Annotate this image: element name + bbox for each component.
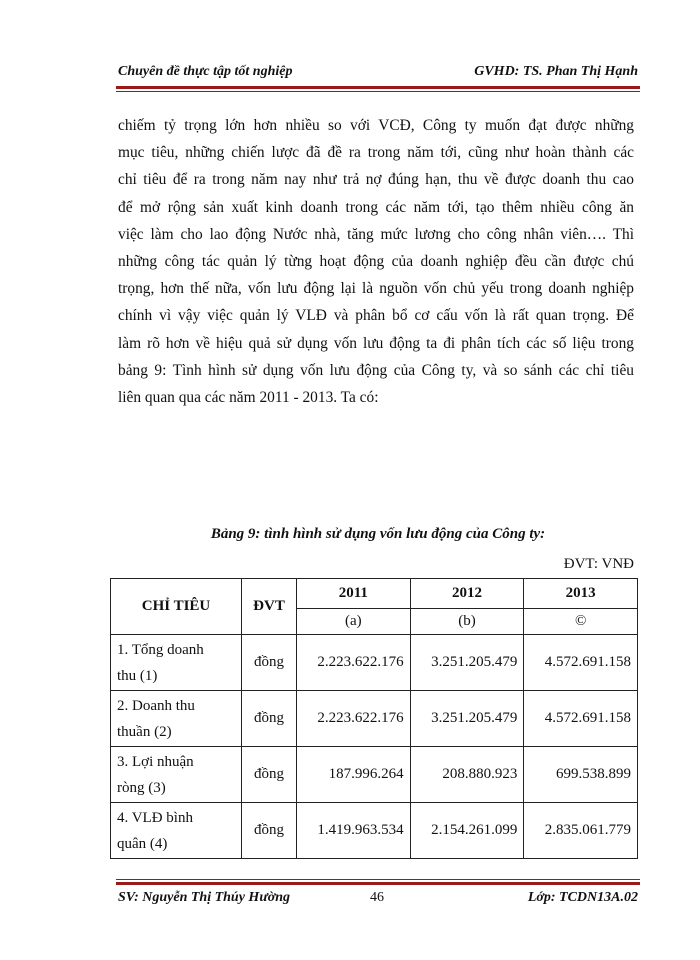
- row-label-line: 1. Tổng doanh: [117, 641, 204, 658]
- footer-class: Lớp: TCDN13A.02: [527, 890, 638, 905]
- table-row: [111, 691, 638, 747]
- cell-2011: 2.223.622.176: [297, 691, 411, 747]
- row-unit: đồng: [242, 747, 297, 803]
- body-line: mục tiêu, những chiến lược đã đề ra trong năm tới, cũng như hoàn thành các: [118, 144, 634, 162]
- row-label-line: ròng (3): [117, 779, 166, 796]
- footer-rule-thin: [116, 879, 640, 880]
- body-line: liên quan qua các năm 2011 - 2013. Ta có:: [118, 389, 379, 407]
- row-unit: đồng: [242, 635, 297, 691]
- cell-2012: 3.251.205.479: [410, 691, 524, 747]
- cell-2013: 4.572.691.158: [524, 635, 638, 691]
- col-header-year: 2012: [410, 579, 524, 609]
- page-header: [118, 64, 638, 82]
- body-line: trọng, hơn thế nữa, vốn lưu động lại là nguồn vốn chủ yếu trong doanh nghiệp: [118, 280, 634, 298]
- row-label-line: thu (1): [117, 667, 158, 684]
- body-line: việc làm cho lao động Nước nhà, tăng mức lương cho công nhân viên…. Thì: [118, 225, 634, 243]
- col-subheader: (b): [410, 609, 524, 635]
- table-header-row: [111, 579, 638, 609]
- body-line: để mở rộng sản xuất kinh doanh trong các năm tới, tạo thêm nhiều công ăn: [118, 198, 634, 216]
- cell-2013: 699.538.899: [524, 747, 638, 803]
- cell-2012: 2.154.261.099: [410, 803, 524, 859]
- table-caption: Bảng 9: tình hình sử dụng vốn lưu động của Công ty:: [210, 526, 546, 542]
- row-label-line: 3. Lợi nhuận: [117, 753, 194, 770]
- header-rule-thin: [116, 91, 640, 92]
- footer-student: SV: Nguyễn Thị Thúy Hường: [118, 890, 290, 905]
- page-footer: [118, 890, 638, 908]
- cell-2013: 2.835.061.779: [524, 803, 638, 859]
- body-paragraph: [118, 112, 634, 411]
- row-label-line: thuần (2): [117, 723, 172, 740]
- col-header-chitieu: CHỈ TIÊU: [111, 579, 242, 635]
- cell-2012: 3.251.205.479: [410, 635, 524, 691]
- table-row: [111, 747, 638, 803]
- col-header-year: 2011: [297, 579, 411, 609]
- col-header-dvt: ĐVT: [242, 579, 297, 635]
- body-line: những công tác quản lý từng hoạt động của doanh nghiệp đều cần được chú: [118, 253, 634, 271]
- row-unit: đồng: [242, 691, 297, 747]
- body-line: chiếm tỷ trọng lớn hơn nhiều so với VCĐ, Công ty muốn đạt được những: [118, 117, 634, 134]
- table-row: [111, 635, 638, 691]
- col-subheader: ©: [524, 609, 638, 635]
- row-label: [111, 803, 242, 859]
- cell-2011: 187.996.264: [297, 747, 411, 803]
- page-number: 46: [370, 890, 384, 905]
- cell-2011: 2.223.622.176: [297, 635, 411, 691]
- body-line: bảng 9: Tình hình sử dụng vốn lưu động của Công ty, và so sánh các chỉ tiêu: [118, 361, 634, 379]
- footer-rule-thick: [116, 882, 640, 885]
- table-unit: ĐVT: VNĐ: [563, 556, 634, 572]
- cell-2012: 208.880.923: [410, 747, 524, 803]
- row-label: [111, 691, 242, 747]
- row-label-line: 2. Doanh thu: [117, 697, 195, 714]
- body-line: chỉ tiêu để ra trong năm nay như trả nợ đúng hạn, thu về được doanh thu cao: [118, 171, 634, 189]
- cell-2013: 4.572.691.158: [524, 691, 638, 747]
- body-line: làm rõ hơn về hiệu quả sử dụng vốn lưu động ta đi phân tích các số liệu trong: [118, 334, 634, 352]
- row-label: [111, 635, 242, 691]
- row-label: [111, 747, 242, 803]
- header-supervisor: GVHD: TS. Phan Thị Hạnh: [474, 64, 638, 79]
- col-header-year: 2013: [524, 579, 638, 609]
- header-title: Chuyên đề thực tập tốt nghiệp: [118, 64, 293, 79]
- row-label-line: 4. VLĐ bình: [117, 809, 193, 826]
- body-line: chính vì vậy việc quản lý VLĐ và phân bổ cơ cấu vốn là rất quan trọng. Để: [118, 307, 634, 325]
- table-row: [111, 803, 638, 859]
- col-subheader: (a): [297, 609, 411, 635]
- row-label-line: quân (4): [117, 835, 168, 852]
- cell-2011: 1.419.963.534: [297, 803, 411, 859]
- header-rule-thick: [116, 86, 640, 89]
- row-unit: đồng: [242, 803, 297, 859]
- data-table: [110, 578, 638, 859]
